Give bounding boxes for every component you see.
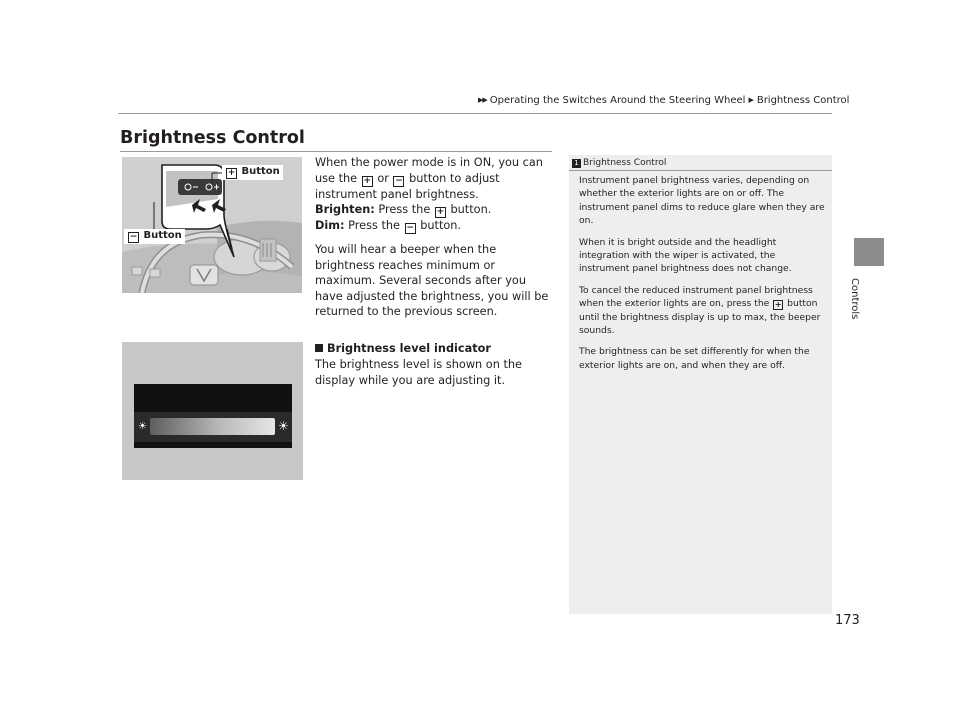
plus-key-icon: +: [227, 168, 236, 178]
indicator-text: The brightness level is shown on the display while you are adjusting it.: [315, 358, 523, 387]
breadcrumb-part-2[interactable]: Brightness Control: [756, 95, 850, 106]
note-body: [579, 174, 827, 380]
steering-wheel-figure: [122, 157, 302, 293]
beeper-paragraph: You will hear a beeper when the brightness reaches minimum or maximum. Several seconds after you have adjusted the brightness, you will be returned to the previous screen.: [315, 243, 549, 318]
note-paragraph: Instrument panel brightness varies, depending on whether the exterior lights are on or off. The instrument panel dims to reduce glare when they are on.: [579, 175, 825, 227]
note-reference-icon: 1: [572, 159, 581, 168]
plus-button-callout-label: Button: [241, 166, 280, 177]
minus-key-icon: −: [129, 232, 138, 242]
brightness-level-bar: [150, 418, 275, 435]
brightness-display: [134, 384, 292, 448]
minus-key-icon: −: [395, 175, 403, 186]
note-rule: [569, 170, 832, 171]
side-tab-label: Controls: [849, 278, 860, 320]
side-tab: [846, 278, 866, 338]
title-rule: [120, 151, 552, 152]
main-text: [315, 155, 555, 320]
section-title: Brightness Control: [120, 128, 305, 148]
brighten-instruction: Brighten: Press the + button.: [315, 203, 492, 217]
side-tab-marker: [854, 238, 884, 266]
note-paragraph: The brightness can be set differently for when the exterior lights are on, and when they are off.: [579, 346, 810, 371]
minus-button-callout: [124, 229, 185, 244]
note-heading: 1 Brightness Control: [572, 158, 666, 168]
breadcrumb-marker-icon: ▶▶: [478, 96, 487, 104]
header-rule: [118, 113, 832, 114]
plus-key-icon: +: [363, 175, 371, 186]
breadcrumb-part-1[interactable]: Operating the Switches Around the Steering Wheel: [489, 95, 746, 106]
plus-key-icon: +: [774, 300, 782, 310]
breadcrumb: [478, 95, 849, 106]
bright-sun-icon: ☀: [278, 419, 289, 433]
note-paragraph: To cancel the reduced instrument panel brightness when the exterior lights are on, press the + button until the brightness display is up to max, the beeper sounds.: [579, 284, 821, 337]
page-number: 173: [835, 613, 860, 628]
note-paragraph: When it is bright outside and the headlight integration with the wiper is activated, the instrument panel brightness does not change.: [579, 236, 792, 275]
plus-key-icon: +: [436, 207, 445, 217]
dim-instruction: Dim: Press the − button.: [315, 219, 462, 233]
square-bullet-icon: [315, 344, 323, 352]
brightness-display-figure: [122, 342, 303, 480]
dim-sun-icon: ☀: [138, 421, 147, 432]
breadcrumb-separator-icon: ▶: [748, 96, 754, 104]
intro-paragraph: When the power mode is in ON, you can use the + or − button to adjust instrument panel brightness.: [315, 156, 543, 201]
indicator-heading: Brightness level indicator: [315, 342, 491, 355]
minus-button-callout-label: Button: [143, 230, 182, 241]
minus-key-icon: −: [406, 223, 414, 233]
plus-button-callout: [222, 165, 283, 180]
